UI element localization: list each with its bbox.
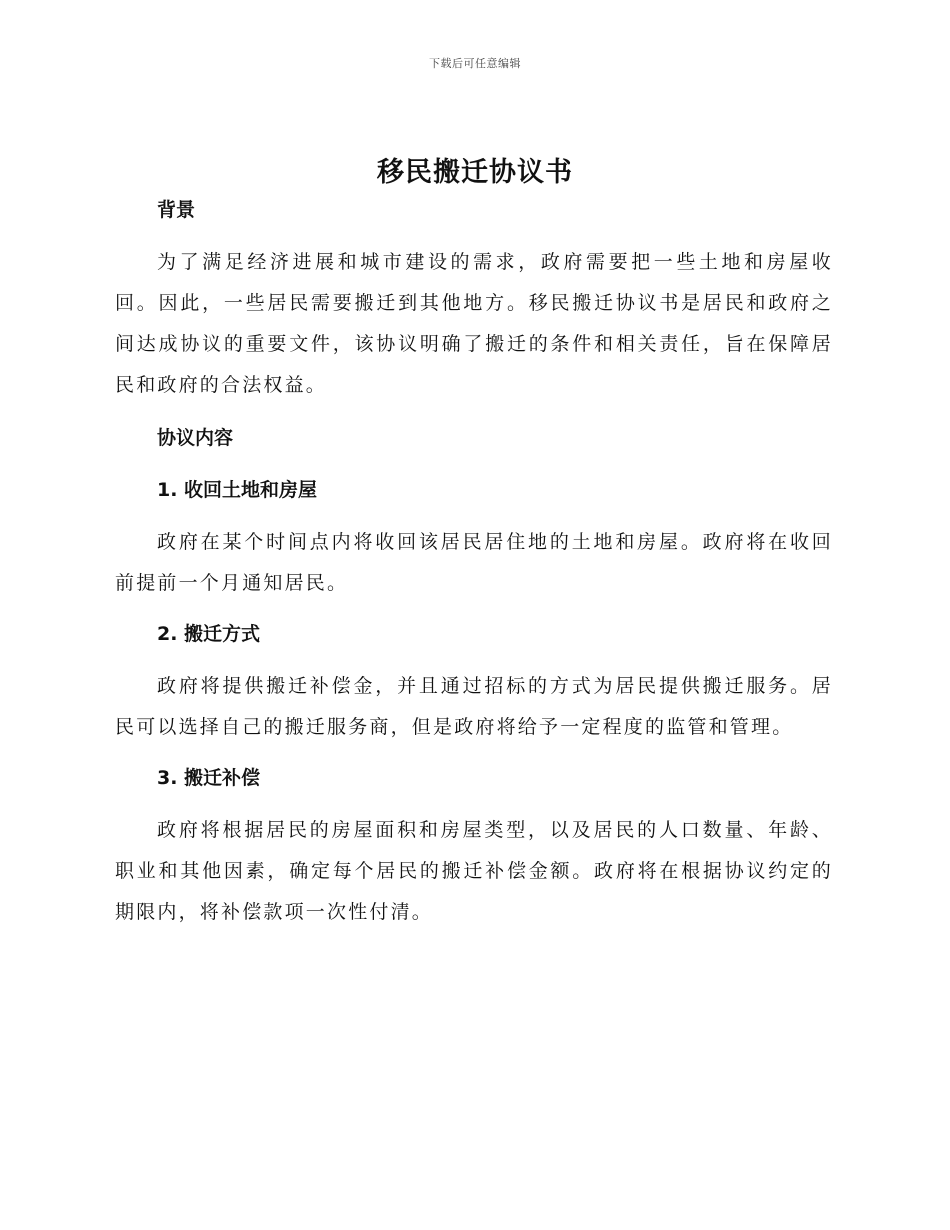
header-note: 下载后可任意编辑 [429, 57, 521, 70]
section-1-paragraph: 政府在某个时间点内将收回该居民居住地的土地和房屋。政府将在收回前提前一个月通知居民。 [115, 531, 833, 594]
section-1-heading: 1. 收回土地和房屋 [157, 479, 318, 501]
section-3-heading: 3. 搬迁补偿 [157, 767, 261, 789]
section-2-paragraph: 政府将提供搬迁补偿金，并且通过招标的方式为居民提供搬迁服务。居民可以选择自己的搬迁服务商，但是政府将给予一定程度的监管和管理。 [115, 675, 833, 738]
section-2-heading: 2. 搬迁方式 [157, 623, 261, 645]
section-3-paragraph: 政府将根据居民的房屋面积和房屋类型，以及居民的人口数量、年龄、职业和其他因素，确定每个居民的搬迁补偿金额。政府将在根据协议约定的期限内，将补偿款项一次性付清。 [115, 819, 833, 923]
agreement-heading: 协议内容 [157, 427, 234, 449]
background-paragraph: 为了满足经济进展和城市建设的需求，政府需要把一些土地和房屋收回。因此，一些居民需要搬迁到其他地方。移民搬迁协议书是居民和政府之间达成协议的重要文件，该协议明确了搬迁的条件和相关责任，旨在保障居民和政府的合法权益。 [115, 251, 833, 396]
document-body [115, 195, 833, 933]
document-title: 移民搬迁协议书 [377, 157, 573, 188]
background-heading: 背景 [157, 199, 196, 221]
